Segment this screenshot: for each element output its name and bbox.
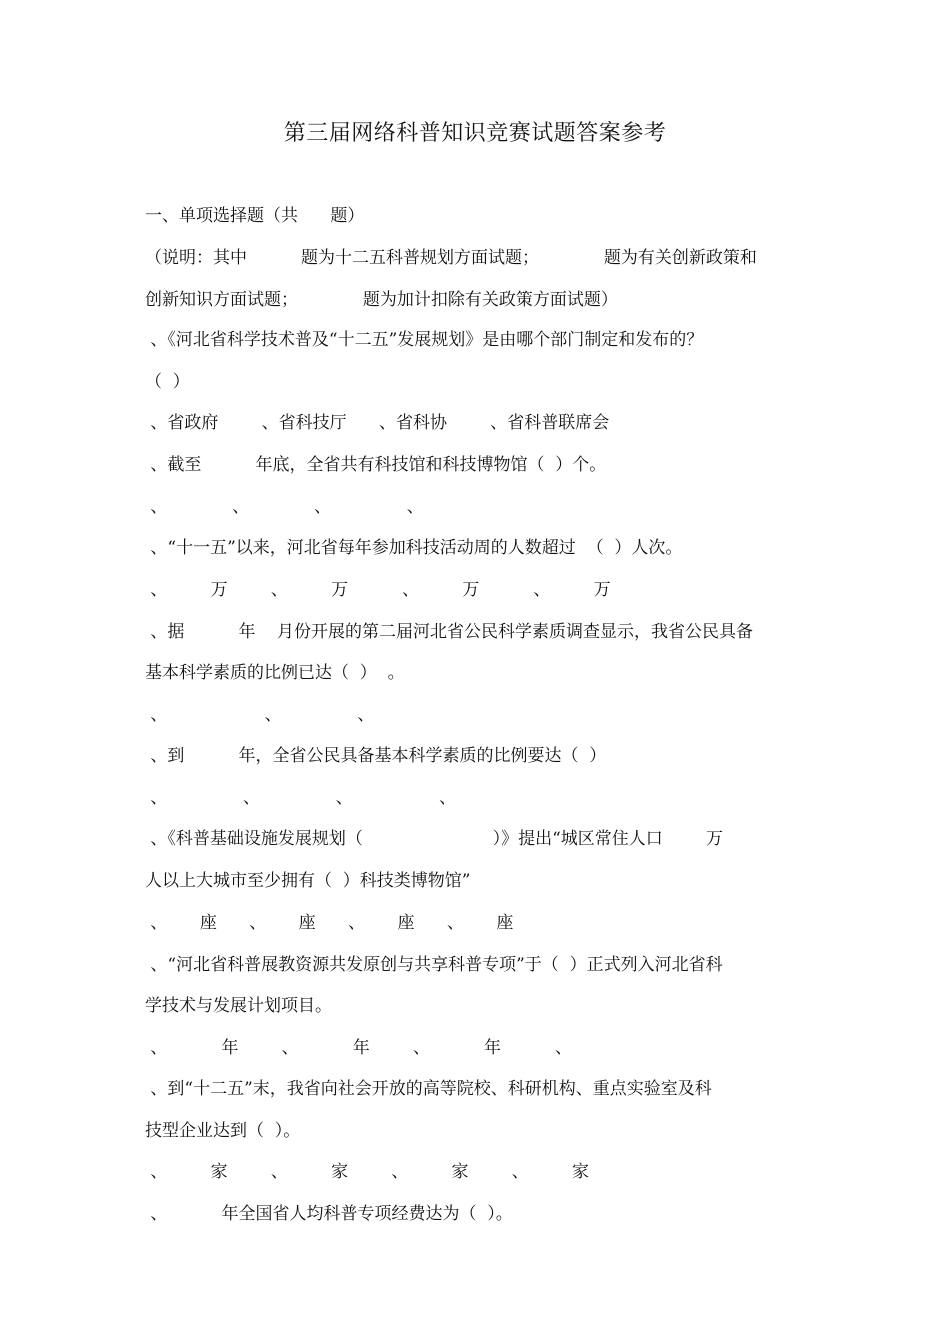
question-3-options: 、 万 、 万 、 万 、 万	[145, 580, 611, 600]
question-4-options: 、 、 、	[145, 705, 375, 725]
question-1-continued: （ ）	[145, 372, 190, 392]
question-8: 、到“十二五”末，我省向社会开放的高等院校、科研机构、重点实验室及科	[145, 1079, 712, 1099]
question-6: 、《科普基础设施发展规划（ ）》提出“城区常住人口 万	[145, 829, 724, 849]
question-5: 、到 年，全省公民具备基本科学素质的比例要达（ ）	[145, 746, 607, 766]
question-7: 、“河北省科普展教资源共发原创与共享科普专项”于（ ）正式列入河北省科	[145, 955, 723, 975]
note-line-1: （说明：其中 题为十二五科普规划方面试题； 题为有关创新政策和	[145, 248, 757, 268]
question-8-options: 、 家 、 家 、 家 、 家	[145, 1162, 590, 1182]
section-heading: 一、单项选择题（共 题）	[145, 206, 365, 226]
document-title: 第三届网络科普知识竞赛试题答案参考	[283, 121, 667, 146]
question-6-options: 、 座 、 座 、 座 、 座	[145, 913, 514, 933]
question-1: 、《河北省科学技术普及“十二五”发展规划》是由哪个部门制定和发布的？	[145, 330, 704, 350]
question-9: 、 年全国省人均科普专项经费达为（ ）。	[145, 1204, 513, 1224]
question-7-options: 、 年 、 年 、 年 、	[145, 1038, 573, 1058]
question-6-continued: 人以上大城市至少拥有（ ）科技类博物馆”	[145, 871, 471, 891]
question-8-continued: 技型企业达到（ ）。	[145, 1121, 301, 1141]
question-4: 、据 年 月份开展的第二届河北省公民科学素质调查显示，我省公民具备	[145, 622, 754, 642]
question-2-options: 、 、 、 、	[145, 497, 424, 517]
question-7-continued: 学技术与发展计划项目。	[145, 996, 332, 1016]
question-4-continued: 基本科学素质的比例已达（ ） 。	[145, 663, 405, 683]
question-3: 、“十一五”以来，河北省每年参加科技活动周的人数超过 （ ）人次。	[145, 538, 683, 558]
question-5-options: 、 、 、 、	[145, 788, 457, 808]
question-1-options: 、省政府 、省科技厅 、省科协 、省科普联席会	[145, 413, 610, 433]
question-2: 、截至 年底，全省共有科技馆和科技博物馆（ ）个。	[145, 455, 607, 475]
note-line-2: 创新知识方面试题； 题为加计扣除有关政策方面试题）	[145, 290, 618, 310]
